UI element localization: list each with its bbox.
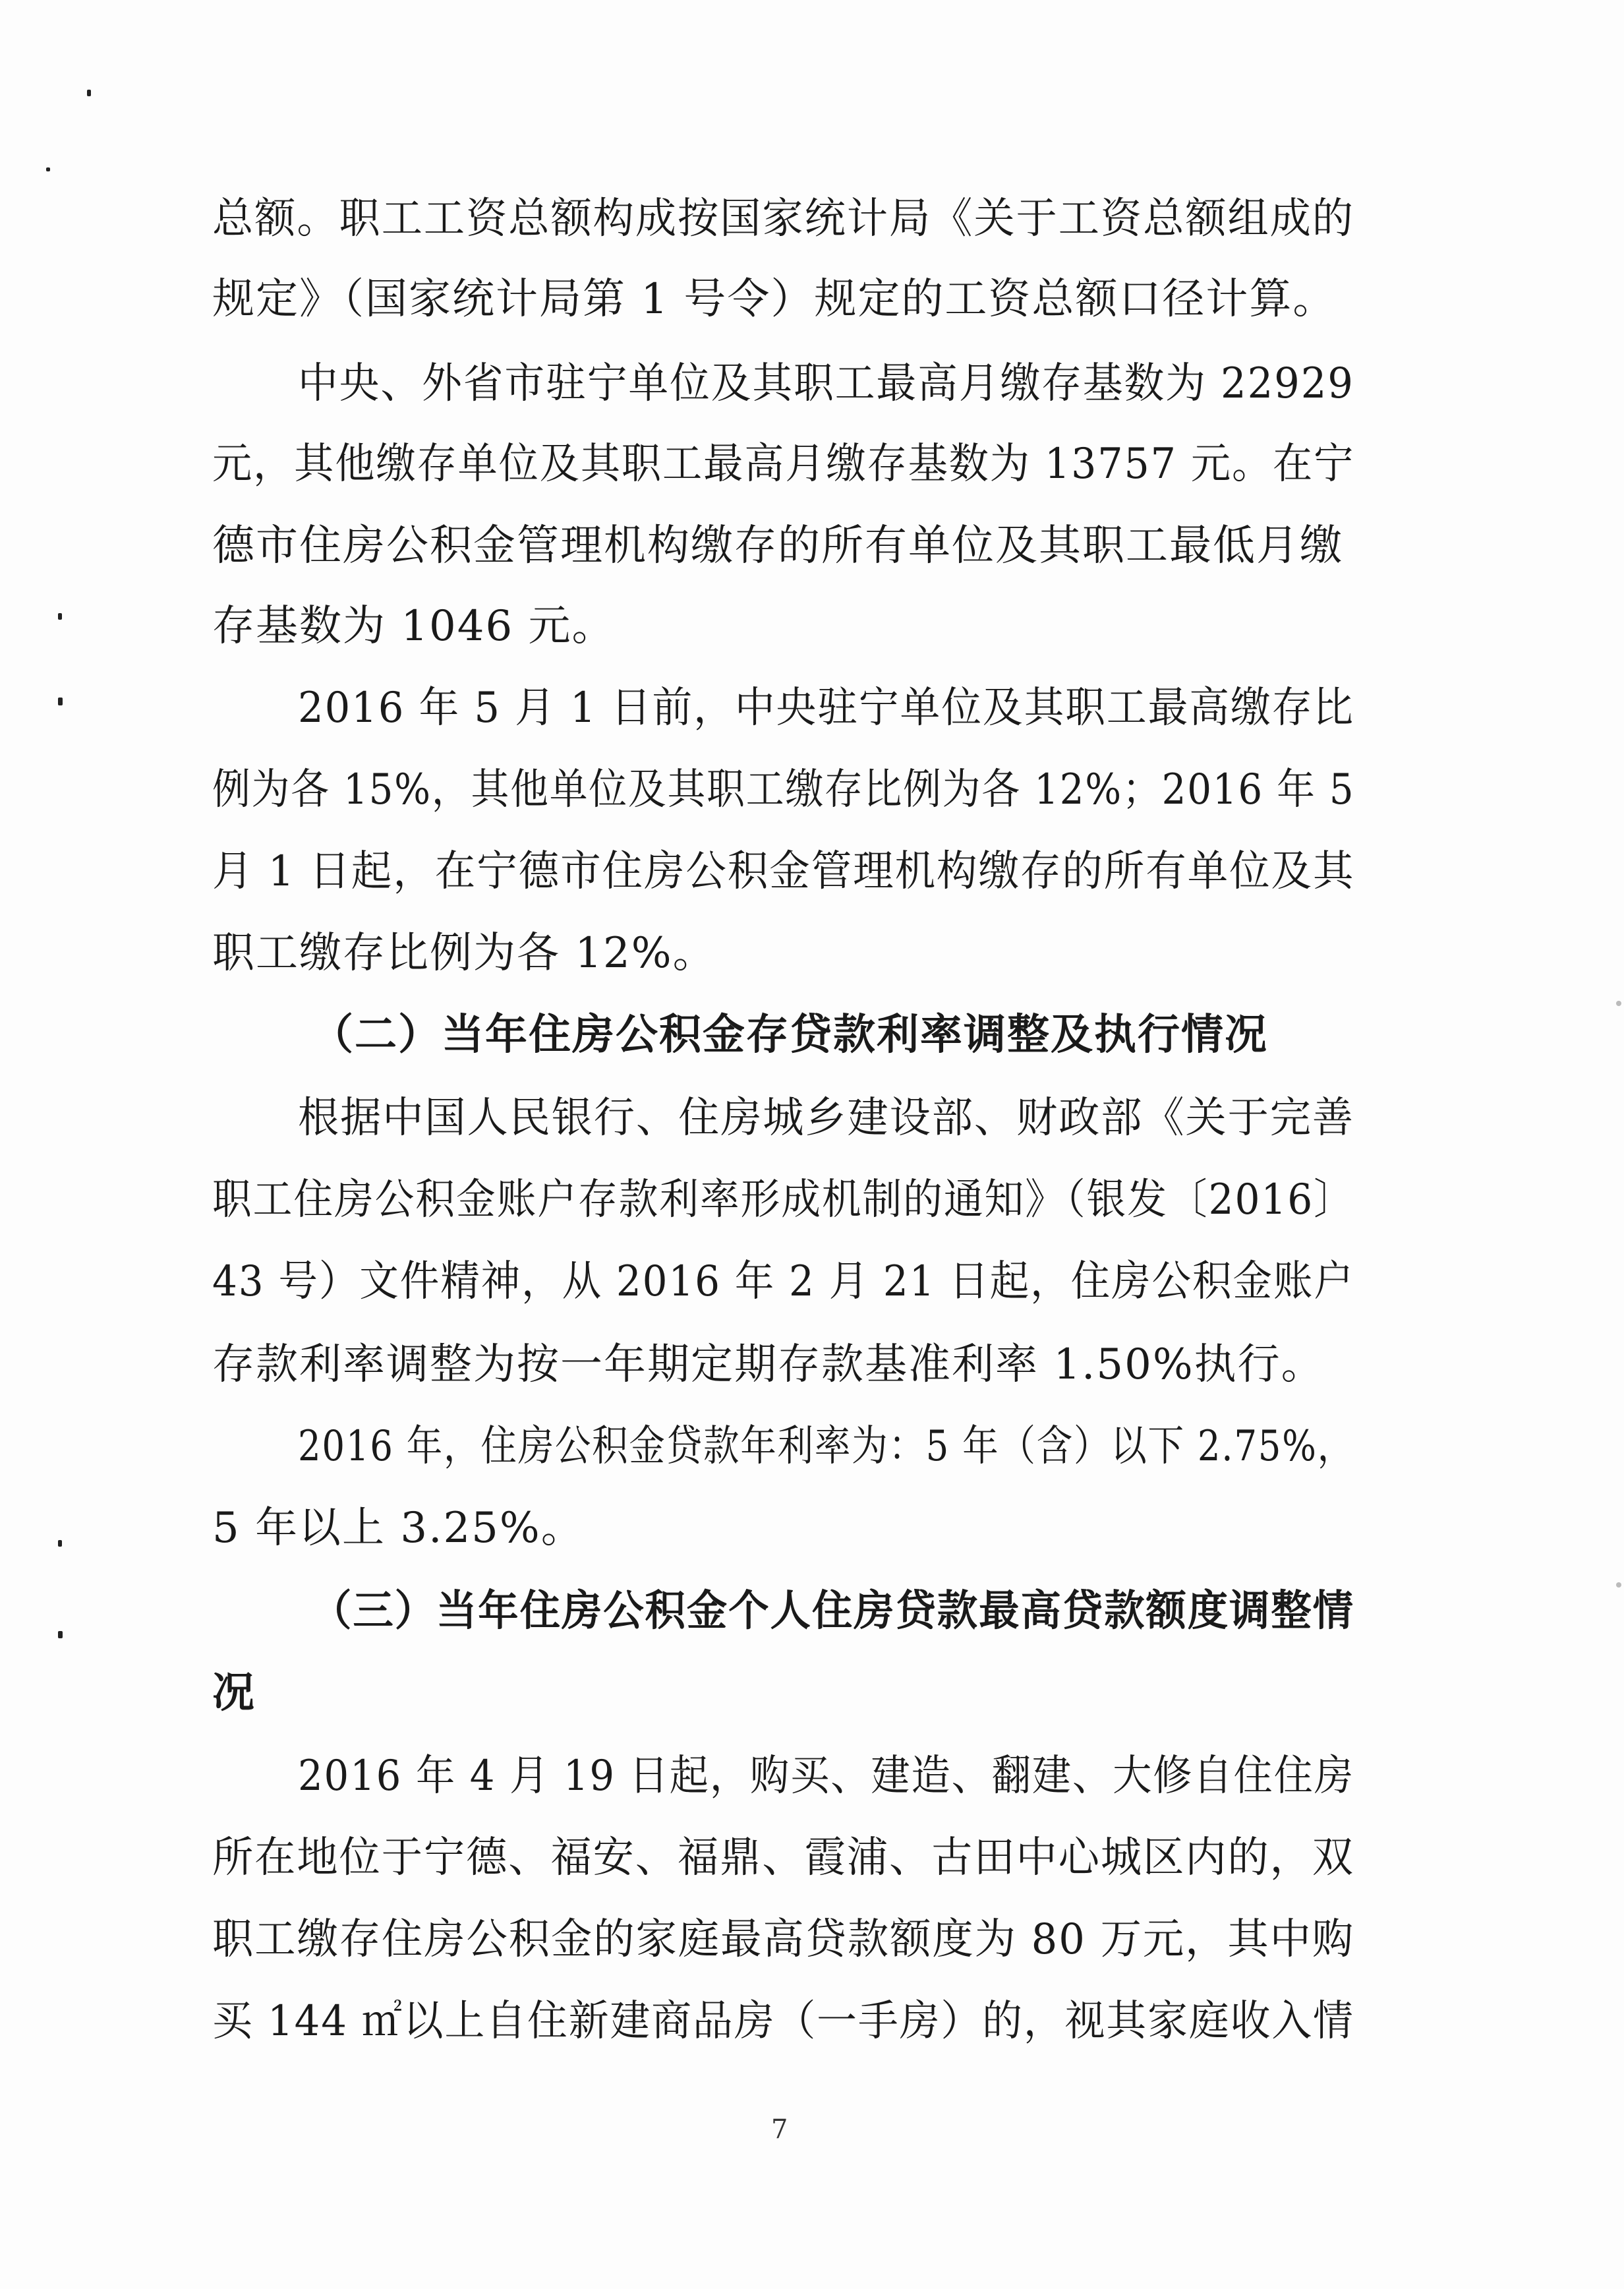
text-line: 存基数为 1046 元。 [212,602,616,651]
text-line: 5 年以上 3.25%。 [212,1504,585,1553]
text-line: 2016 年 5 月 1 日前，中央驻宁单位及其职工最高缴存比 [298,684,1354,732]
text-line: 月 1 日起，在宁德市住房公积金管理机构缴存的所有单位及其 [212,847,1355,896]
text-line: 职工缴存比例为各 12%。 [212,929,716,978]
section-heading: （三）当年住房公积金个人住房贷款最高贷款额度调整情 [311,1586,1355,1636]
text-line: 职工缴存住房公积金的家庭最高贷款额度为 80 万元，其中购 [212,1915,1355,1964]
scan-mark [58,613,62,620]
text-line: 根据中国人民银行、住房城乡建设部、财政部《关于完善 [298,1094,1354,1143]
scan-speck [1616,1001,1621,1006]
text-line: 43 号）文件精神，从 2016 年 2 月 21 日起，住房公积金账户 [212,1257,1354,1306]
scan-mark [58,698,63,705]
section-heading-continuation: 况 [212,1668,256,1717]
scan-mark [46,167,50,171]
text-line: 中央、外省市驻宁单位及其职工最高月缴存基数为 22929 [298,359,1354,408]
text-line: 德市住房公积金管理机构缴存的所有单位及其职工最低月缴 [212,521,1343,570]
text-line: 职工住房公积金账户存款利率形成机制的通知》（银发〔2016〕 [212,1175,1354,1224]
text-line: 元，其他缴存单位及其职工最高月缴存基数为 13757 元。在宁 [212,440,1355,489]
text-line: 规定》（国家统计局第 1 号令）规定的工资总额口径计算。 [212,275,1337,324]
scan-mark [87,90,91,96]
scan-speck [1616,1582,1621,1588]
scan-mark [58,1631,63,1638]
scan-mark [58,1540,62,1547]
text-line: 存款利率调整为按一年期定期存款基准利率 1.50%执行。 [212,1340,1325,1389]
text-line: 2016 年，住房公积金贷款年利率为：5 年（含）以下 2.75%， [298,1422,1355,1471]
section-heading: （二）当年住房公积金存贷款利率调整及执行情况 [311,1010,1268,1059]
page-number: 7 [771,2114,788,2145]
text-line: 所在地位于宁德、福安、福鼎、霞浦、古田中心城区内的，双 [212,1833,1354,1882]
text-line: 2016 年 4 月 19 日起，购买、建造、翻建、大修自住住房 [298,1752,1354,1800]
text-line: 总额。职工工资总额构成按国家统计局《关于工资总额组成的 [212,194,1354,243]
text-line: 买 144 ㎡以上自住新建商品房（一手房）的，视其家庭收入情 [212,1997,1354,2046]
text-line: 例为各 15%，其他单位及其职工缴存比例为各 12%；2016 年 5 [212,765,1355,814]
